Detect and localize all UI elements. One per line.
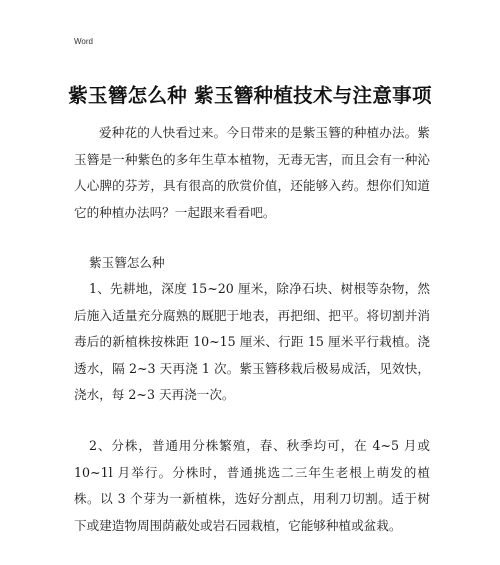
- intro-block: [74, 120, 430, 226]
- step2-paragraph: 2、分株，普通用分株繁殖，春、秋季均可，在 4~5 月或 10~1l 月举行。分株时，普通挑选二三年生老根上萌发的植株。以 3 个芽为一新植株，选好分割点，用利刀切割。适于树下或建造物周围荫蔽处或岩石园栽植，它能够种植或盆栽。: [74, 438, 430, 533]
- step1-paragraph: 1、先耕地，深度 15~20 厘米，除净石块、树根等杂物，然后施入适量充分腐熟的厩肥于地表，再把细、把平。将切割并消毒后的新植株按株距 10~15 厘米、行距 15 厘米平行栽植。浇透水，隔 2~3 天再浇 1 次。紫玉簪移栽后极易成活，见效快，浇水，每 2~3 天再浇一次。: [74, 281, 430, 402]
- section-heading: 紫玉簪怎么种: [89, 255, 165, 270]
- section-heading-block: [74, 250, 430, 277]
- step1-block: [74, 276, 430, 409]
- document-header-label: Word: [74, 37, 93, 46]
- intro-paragraph: 爱种花的人快看过来。今日带来的是紫玉簪的种植办法。紫玉簪是一种紫色的多年生草本植物，无毒无害，而且会有一种沁人心脾的芬芳，具有很高的欣赏价值，还能够入药。想你们知道它的种植办法吗？一起跟来看看吧。: [74, 125, 430, 220]
- document-title: 紫玉簪怎么种 紫玉簪种植技术与注意事项: [68, 84, 432, 107]
- step2-block: [74, 433, 430, 539]
